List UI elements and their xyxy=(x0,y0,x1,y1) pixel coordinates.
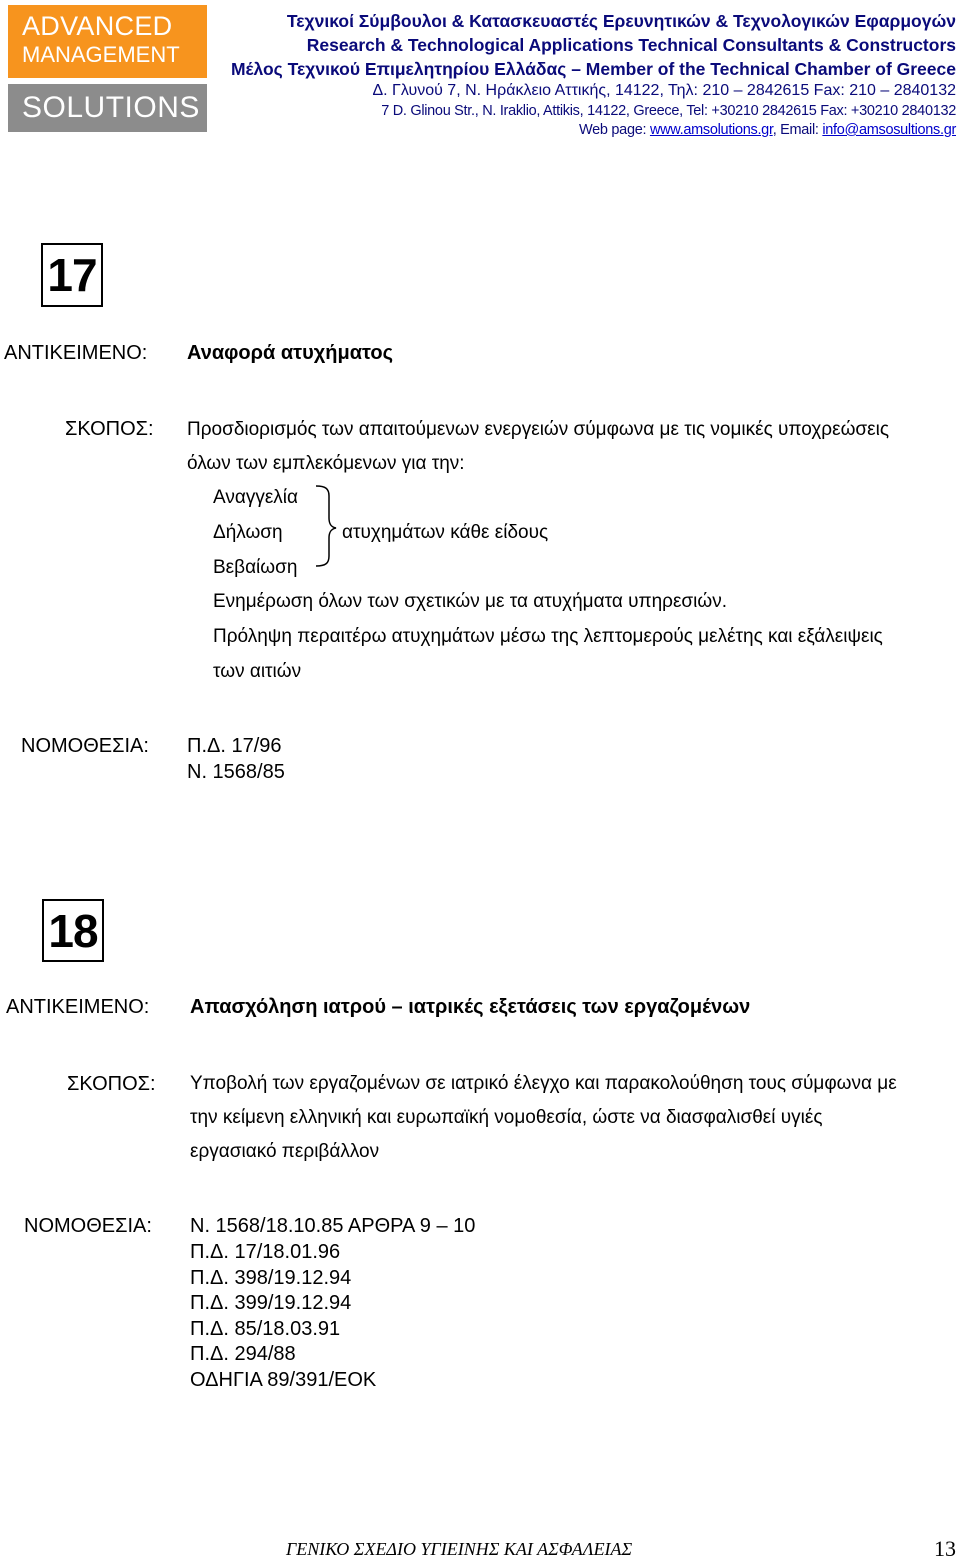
legislation-item: Π.Δ. 85/18.03.91 xyxy=(190,1318,341,1340)
line-prevent-2: των αιτιών xyxy=(213,661,302,682)
header-line2: Research & Technological Applications Technical Consultants & Constructors xyxy=(306,35,956,55)
legislation-item: Π.Δ. 294/88 xyxy=(190,1343,296,1365)
purpose-line: την κείμενη ελληνική και ευρωπαϊκή νομοθεσία, ώστε να διασφαλισθεί υγιές xyxy=(190,1107,823,1128)
line-prevent-1: Πρόληψη περαιτέρω ατυχημάτων μέσω της λεπτομερούς μελέτης και εξάλειψεις xyxy=(213,626,883,647)
purpose-line2: όλων των εμπλεκόμενων για την: xyxy=(187,453,465,474)
item-announcement: Αναγγελία xyxy=(213,487,298,508)
subject-title: Αναφορά ατυχήματος xyxy=(187,342,393,364)
header-line5: 7 D. Glinou Str., N. Iraklio, Attikis, 14122, Greece, Tel: +30210 2842615 Fax: +30210 2840132 xyxy=(381,103,956,119)
page-number: 13 xyxy=(934,1536,956,1561)
footer-title: ΓΕΝΙΚΟ ΣΧΕΔΙΟ ΥΓΙΕΙΝΗΣ ΚΑΙ ΑΣΦΑΛΕΙΑΣ xyxy=(286,1539,633,1559)
logo-bottom xyxy=(8,84,207,132)
purpose-line: Υποβολή των εργαζομένων σε ιατρικό έλεγχο και παρακολούθηση τους σύμφωνα με xyxy=(190,1073,897,1094)
logo-line1: ADVANCED xyxy=(22,11,173,41)
legislation-item: Π.Δ. 398/19.12.94 xyxy=(190,1267,352,1289)
legislation-item: ΟΔΗΓΙΑ 89/391/ΕΟΚ xyxy=(190,1369,377,1391)
legislation-item: Π.Δ. 399/19.12.94 xyxy=(190,1292,352,1314)
legislation-item: Π.Δ. 17/96 xyxy=(187,735,282,757)
brace-text: ατυχημάτων κάθε είδους xyxy=(342,522,549,543)
legislation-item: Ν. 1568/18.10.85 ΑΡΘΡΑ 9 – 10 xyxy=(190,1215,476,1237)
subject-label: ΑΝΤΙΚΕΙΜΕΝΟ: xyxy=(4,342,148,364)
legislation-label: ΝΟΜΟΘΕΣΙΑ: xyxy=(24,1215,152,1237)
legislation-item: Π.Δ. 17/18.01.96 xyxy=(190,1241,341,1263)
section-number-18: 18 xyxy=(42,899,104,962)
purpose-label: ΣΚΟΠΟΣ: xyxy=(65,418,154,440)
header-line3: Μέλος Τεχνικού Επιμελητηρίου Ελλάδας – Member of the Technical Chamber of Greece xyxy=(230,59,956,79)
subject-title: Απασχόληση ιατρού – ιατρικές εξετάσεις των εργαζομένων xyxy=(190,996,751,1018)
item-declaration: Δήλωση xyxy=(213,522,283,543)
header-contact xyxy=(579,122,956,138)
web-prefix: Web page: xyxy=(579,122,650,138)
logo-line2: MANAGEMENT xyxy=(22,42,180,67)
item-certification: Βεβαίωση xyxy=(213,557,298,578)
section-number-17: 17 xyxy=(41,243,103,307)
logo-line3: SOLUTIONS xyxy=(22,91,200,124)
curly-brace-icon xyxy=(312,484,342,568)
purpose-line1: Προσδιορισμός των απαιτούμενων ενεργειών σύμφωνα με τις νομικές υποχρεώσεις xyxy=(187,419,889,440)
purpose-line: εργασιακό περιβάλλον xyxy=(190,1141,380,1162)
purpose-label: ΣΚΟΠΟΣ: xyxy=(67,1073,156,1095)
email-prefix: , Email: xyxy=(772,122,823,138)
email-link[interactable]: info@amsosultions.gr xyxy=(822,122,956,138)
legislation-label: ΝΟΜΟΘΕΣΙΑ: xyxy=(21,735,149,757)
header-line1: Τεχνικοί Σύμβουλοι & Κατασκευαστές Ερευνητικών & Τεχνολογικών Εφαρμογών xyxy=(286,11,956,31)
line-update: Ενημέρωση όλων των σχετικών με τα ατυχήματα υπηρεσιών. xyxy=(213,591,727,612)
legislation-item: Ν. 1568/85 xyxy=(187,761,285,783)
subject-label: ΑΝΤΙΚΕΙΜΕΝΟ: xyxy=(6,996,150,1018)
header-line4: Δ. Γλυνού 7, Ν. Ηράκλειο Αττικής, 14122, Τηλ: 210 – 2842615 Fax: 210 – 2840132 xyxy=(372,82,956,99)
web-link[interactable]: www.amsolutions.gr xyxy=(649,122,773,138)
logo-top xyxy=(8,5,207,78)
